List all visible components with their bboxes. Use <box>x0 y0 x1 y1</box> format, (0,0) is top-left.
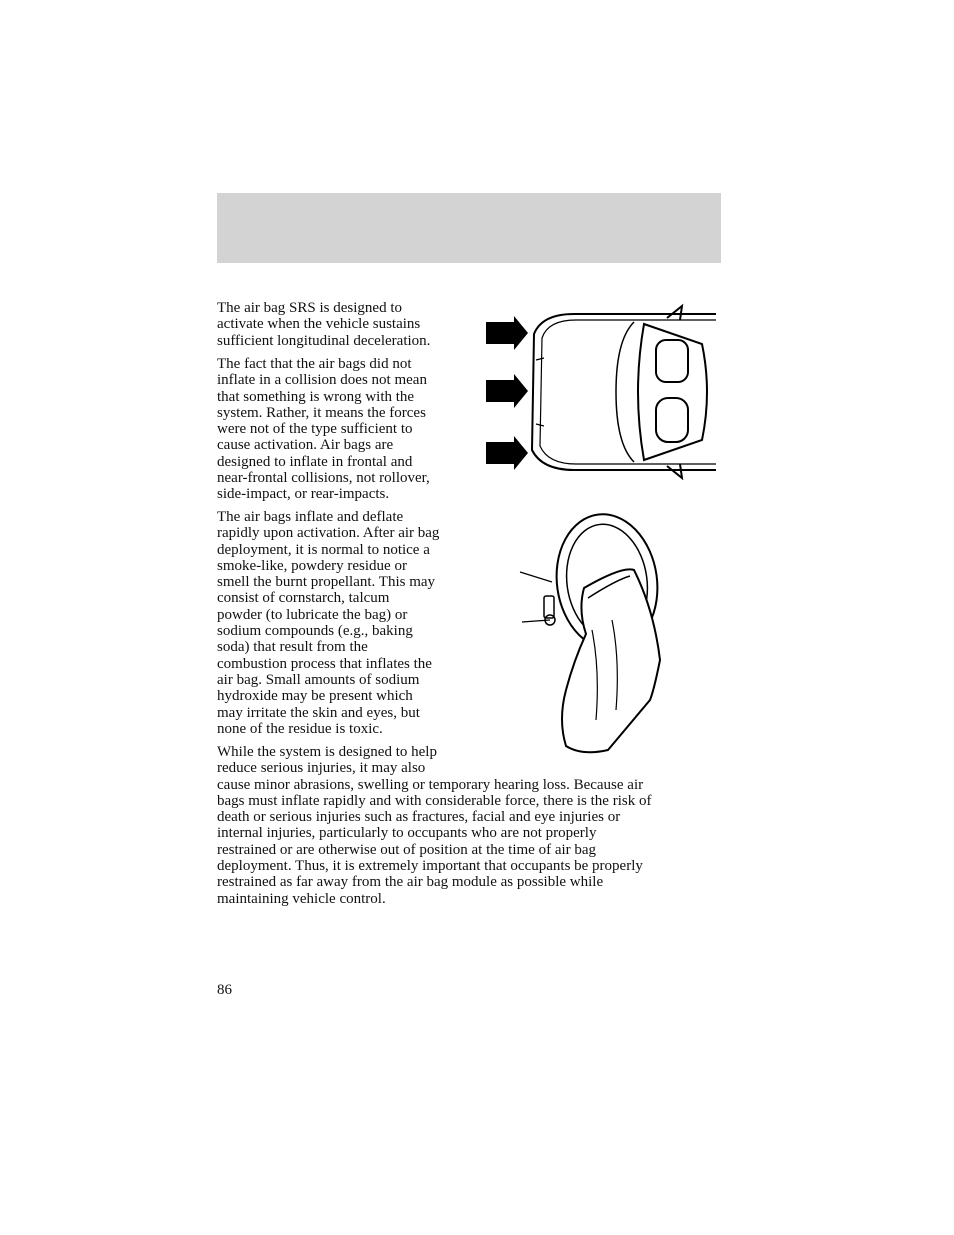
arrow-icon <box>486 436 528 470</box>
header-band <box>217 193 721 263</box>
paragraph-activation: The air bag SRS is designed to activate when the vehicle sustains sufficient longitudinal deceleration. <box>217 300 431 349</box>
frontal-impact-illustration <box>484 300 720 480</box>
paragraph-injuries: While the system is designed to help reduce serious injuries, it may also cause minor abrasions, swelling or temporary hearing loss. Because air bags must inflate rapidly and with considerable force, there is the risk of death or serious injuries such as fractures, facial and eye injuries or internal injuries, particularly to occupants who are not properly restrained or are otherwise out of position at the time of air bag deployment. Thus, it is extremely important that occupants be properly restrained as far away from the air bag module as possible while maintaining vehicle control. <box>217 744 652 907</box>
arrow-icon <box>486 316 528 350</box>
airbag-icon <box>562 569 660 752</box>
page-number: 86 <box>217 982 232 998</box>
paragraph-residue: The air bags inflate and deflate rapidly upon activation. After air bag deployment, it is normal to notice a smoke-like, powdery residue or smell the burnt propellant. This may consist of cornstarch, talcum powder (to lubricate the bag) or sodium compounds (e.g., baking soda) that result from the combustion process that inflates the air bag. Small amounts of sodium hydroxide may be present which may irritate the skin and eyes, but none of the residue is toxic. <box>217 509 440 737</box>
paragraph-no-inflation: The fact that the air bags did not inflate in a collision does not mean that something is wrong with the system. Rather, it means the forces were not of the type sufficient to cause activation. Air bags are designed to inflate in frontal and near-frontal collisions, not rollover, side-impact, or rear-impacts. <box>217 356 430 503</box>
impact-arrows <box>486 316 528 470</box>
arrow-icon <box>486 374 528 408</box>
car-top-view-icon <box>532 306 716 478</box>
deployed-airbag-illustration <box>512 510 672 760</box>
